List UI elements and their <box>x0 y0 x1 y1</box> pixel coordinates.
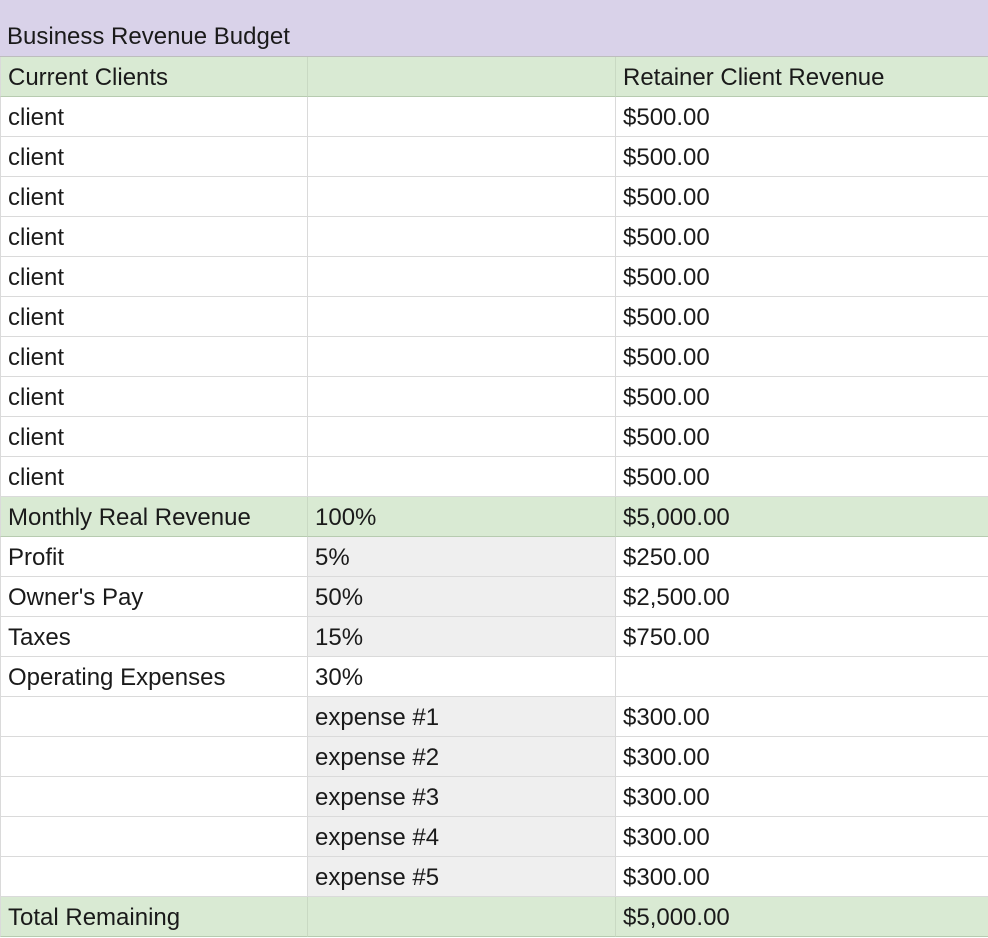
expense-blank[interactable] <box>0 697 308 737</box>
client-revenue[interactable]: $500.00 <box>616 417 988 457</box>
client-revenue[interactable]: $500.00 <box>616 137 988 177</box>
client-name[interactable]: client <box>0 377 308 417</box>
expense-blank[interactable] <box>0 817 308 857</box>
budget-grid <box>0 57 988 937</box>
client-revenue[interactable]: $500.00 <box>616 217 988 257</box>
allocation-percent[interactable]: 5% <box>308 537 616 577</box>
total-remaining-label[interactable]: Total Remaining <box>0 897 308 937</box>
monthly-revenue-label[interactable]: Monthly Real Revenue <box>0 497 308 537</box>
expense-label[interactable]: expense #2 <box>308 737 616 777</box>
expense-amount[interactable]: $300.00 <box>616 697 988 737</box>
client-name[interactable]: client <box>0 97 308 137</box>
client-name[interactable]: client <box>0 177 308 217</box>
client-revenue[interactable]: $500.00 <box>616 337 988 377</box>
client-revenue[interactable]: $500.00 <box>616 457 988 497</box>
allocation-percent[interactable]: 15% <box>308 617 616 657</box>
expense-amount[interactable]: $300.00 <box>616 857 988 897</box>
title-cell[interactable] <box>0 0 988 57</box>
client-name[interactable]: client <box>0 137 308 177</box>
header-blank[interactable] <box>308 57 616 97</box>
client-revenue[interactable]: $500.00 <box>616 257 988 297</box>
client-blank[interactable] <box>308 217 616 257</box>
allocation-amount[interactable]: $750.00 <box>616 617 988 657</box>
client-name[interactable]: client <box>0 217 308 257</box>
client-revenue[interactable]: $500.00 <box>616 297 988 337</box>
allocation-label[interactable]: Taxes <box>0 617 308 657</box>
expense-blank[interactable] <box>0 857 308 897</box>
client-blank[interactable] <box>308 337 616 377</box>
client-name[interactable]: client <box>0 417 308 457</box>
client-blank[interactable] <box>308 417 616 457</box>
monthly-revenue-amount[interactable]: $5,000.00 <box>616 497 988 537</box>
expense-amount[interactable]: $300.00 <box>616 737 988 777</box>
expense-label[interactable]: expense #1 <box>308 697 616 737</box>
client-blank[interactable] <box>308 377 616 417</box>
total-remaining-amount[interactable]: $5,000.00 <box>616 897 988 937</box>
allocation-amount[interactable] <box>616 657 988 697</box>
client-revenue[interactable]: $500.00 <box>616 97 988 137</box>
client-blank[interactable] <box>308 457 616 497</box>
client-name[interactable]: client <box>0 297 308 337</box>
client-revenue[interactable]: $500.00 <box>616 377 988 417</box>
client-name[interactable]: client <box>0 337 308 377</box>
sheet-title: Business Revenue Budget <box>7 23 290 50</box>
expense-label[interactable]: expense #3 <box>308 777 616 817</box>
allocation-percent[interactable]: 30% <box>308 657 616 697</box>
monthly-revenue-percent[interactable]: 100% <box>308 497 616 537</box>
client-blank[interactable] <box>308 137 616 177</box>
allocation-amount[interactable]: $2,500.00 <box>616 577 988 617</box>
client-name[interactable]: client <box>0 257 308 297</box>
allocation-label[interactable]: Owner's Pay <box>0 577 308 617</box>
client-blank[interactable] <box>308 297 616 337</box>
expense-amount[interactable]: $300.00 <box>616 777 988 817</box>
header-current-clients[interactable]: Current Clients <box>0 57 308 97</box>
expense-label[interactable]: expense #5 <box>308 857 616 897</box>
expense-amount[interactable]: $300.00 <box>616 817 988 857</box>
client-blank[interactable] <box>308 97 616 137</box>
allocation-label[interactable]: Profit <box>0 537 308 577</box>
expense-label[interactable]: expense #4 <box>308 817 616 857</box>
client-blank[interactable] <box>308 257 616 297</box>
total-remaining-blank[interactable] <box>308 897 616 937</box>
client-blank[interactable] <box>308 177 616 217</box>
client-name[interactable]: client <box>0 457 308 497</box>
expense-blank[interactable] <box>0 777 308 817</box>
expense-blank[interactable] <box>0 737 308 777</box>
allocation-percent[interactable]: 50% <box>308 577 616 617</box>
client-revenue[interactable]: $500.00 <box>616 177 988 217</box>
allocation-amount[interactable]: $250.00 <box>616 537 988 577</box>
header-retainer-revenue[interactable]: Retainer Client Revenue <box>616 57 988 97</box>
allocation-label[interactable]: Operating Expenses <box>0 657 308 697</box>
